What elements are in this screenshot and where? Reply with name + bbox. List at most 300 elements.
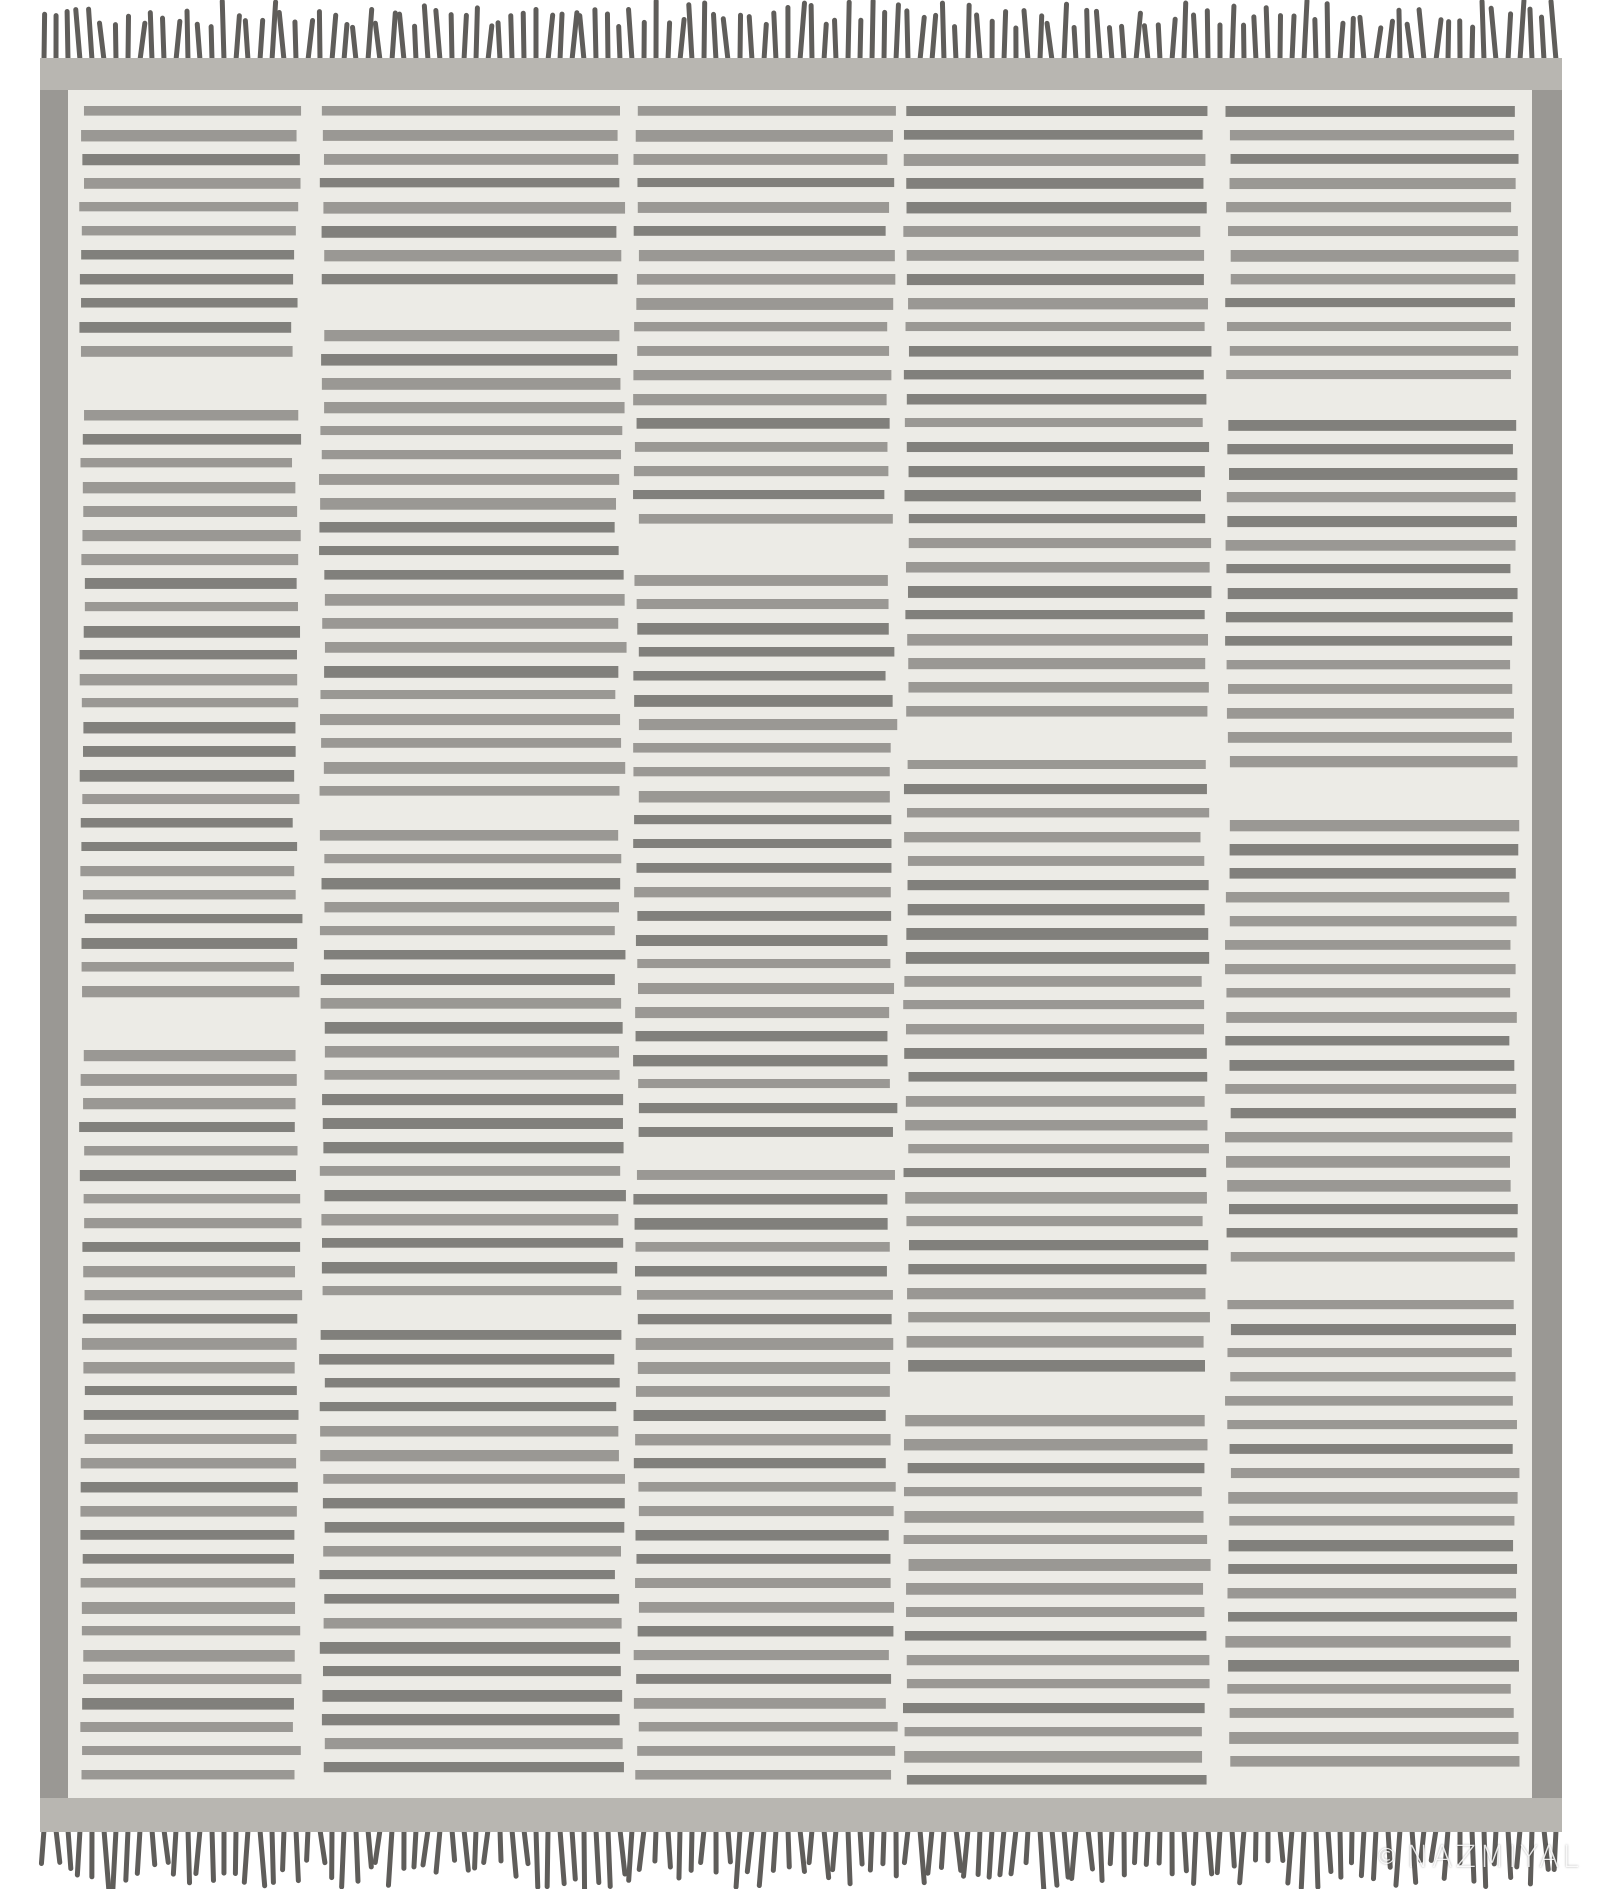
stripe-bar: [323, 202, 625, 214]
stripe-bar: [82, 1338, 297, 1350]
stripe-bar: [636, 1386, 890, 1397]
stripe-bar: [639, 647, 895, 657]
stripe-bar: [637, 274, 895, 285]
stripe-bar: [1230, 868, 1516, 879]
fringe-strand: [1352, 18, 1353, 60]
fringe-strand: [942, 3, 944, 60]
stripe-bar: [80, 458, 292, 467]
stripe-bar: [81, 842, 297, 851]
fringe-strand: [476, 8, 477, 60]
fringe-strand: [523, 13, 524, 60]
fringe-strand: [1040, 1830, 1044, 1889]
stripe-bar: [1226, 1156, 1510, 1168]
fringe-strand: [436, 11, 440, 60]
fringe-strand: [928, 1830, 932, 1873]
stripe-bar: [324, 1594, 619, 1604]
stripe-bar: [908, 1264, 1206, 1274]
stripe-bar: [1230, 1708, 1514, 1718]
stripe-bar: [909, 514, 1205, 523]
fringe-strand: [811, 6, 812, 60]
stripe-bar: [320, 1426, 618, 1437]
stripe-bar: [83, 1650, 294, 1662]
fringe-strand: [1491, 8, 1496, 60]
fringe-strand: [356, 1830, 358, 1881]
stripe-bar: [322, 450, 621, 459]
stripe-bar: [638, 1626, 894, 1636]
fringe-strand: [176, 21, 180, 60]
stripe-bar: [322, 1714, 620, 1725]
stripe-bar: [905, 1415, 1204, 1426]
fringe-strand: [41, 1830, 44, 1863]
stripe-bar: [634, 695, 892, 707]
fringe-strand: [400, 14, 404, 60]
stripe-bar: [1226, 892, 1509, 902]
stripe-bar: [1230, 346, 1518, 356]
fringe-strand: [512, 1830, 516, 1876]
fringe-strand: [1436, 20, 1441, 60]
stripe-bar: [908, 1463, 1205, 1473]
stripe-bar: [638, 1362, 890, 1374]
fringe-strand: [1026, 1830, 1028, 1863]
stripe-bar: [907, 250, 1204, 261]
fringe-strand: [723, 19, 728, 60]
stripe-bar: [634, 466, 888, 476]
stripe-bar: [907, 1288, 1205, 1299]
left-side-border: [40, 90, 68, 1798]
fringe-strand: [260, 1830, 265, 1886]
fringe-strand: [67, 11, 68, 60]
fringe-strand: [964, 1830, 968, 1876]
stripe-bar: [1227, 444, 1513, 454]
stripe-bar: [82, 1746, 301, 1755]
stripe-bar: [324, 154, 618, 165]
fringe-strand: [137, 1830, 140, 1873]
fringe-strand: [1304, 1, 1307, 60]
fringe-strand: [113, 1830, 116, 1889]
stripe-bar: [325, 594, 625, 606]
fringe-strand: [414, 1830, 416, 1867]
stripe-bar: [637, 599, 889, 609]
fringe-strand: [307, 1830, 308, 1860]
top-kilim-band: [40, 58, 1562, 90]
stripe-bar: [1226, 988, 1510, 997]
fringe-strand: [1064, 4, 1067, 60]
stripe-bar: [633, 1194, 887, 1205]
stripe-bar: [1231, 1468, 1520, 1478]
stripe-bar: [908, 760, 1206, 769]
fringe-strand: [173, 1830, 176, 1874]
stripe-bar: [84, 1050, 296, 1061]
stripe-bar: [1227, 492, 1516, 502]
fringe-strand: [392, 13, 395, 60]
fringe-strand: [596, 1830, 599, 1883]
fringe-strand: [1327, 4, 1328, 60]
stripe-bar: [638, 202, 889, 213]
fringe-strand: [907, 11, 908, 60]
stripe-bar: [639, 1602, 894, 1613]
fringe-strand: [1280, 1830, 1283, 1861]
stripe-bar: [636, 863, 891, 873]
stripe-bar: [1231, 1252, 1515, 1262]
stripe-bar: [320, 178, 620, 187]
stripe-bar: [638, 106, 896, 116]
stripe-bar: [906, 322, 1205, 331]
stripe-bar: [1229, 468, 1517, 480]
stripe-bar: [1231, 274, 1516, 284]
fringe-strand: [896, 5, 898, 60]
fringe-strand: [1340, 23, 1343, 60]
stripe-bar: [83, 890, 296, 899]
fringe-strand: [1351, 1830, 1352, 1863]
stripe-bar: [636, 298, 893, 310]
stripe-bar: [1226, 370, 1511, 379]
stripe-bar: [906, 1096, 1205, 1107]
fringe-strand: [848, 1830, 850, 1884]
fringe-strand: [245, 21, 248, 60]
stripe-bar: [322, 878, 621, 889]
fringe-strand: [560, 1830, 564, 1884]
stripe-bar: [1225, 1396, 1513, 1406]
stripe-bar: [1225, 1132, 1512, 1142]
stripe-bar: [637, 1290, 893, 1300]
fringe-strand: [500, 1830, 501, 1861]
stripe-bar: [79, 202, 298, 211]
fringe-strand: [295, 22, 296, 60]
fringe-strand: [1172, 19, 1175, 60]
stripe-bar: [85, 602, 298, 611]
stripe-bar: [636, 935, 888, 946]
stripe-bar: [321, 738, 621, 748]
fringe-strand: [260, 20, 263, 60]
stripe-bar: [637, 959, 890, 968]
fringe-strand: [547, 1830, 548, 1887]
stripe-bar: [79, 1122, 295, 1132]
stripe-bar: [80, 650, 297, 659]
stripe-bar: [636, 1674, 891, 1684]
fringe-strand: [353, 27, 356, 60]
stripe-bar: [907, 634, 1208, 646]
fringe-strand: [524, 1830, 528, 1864]
fringe-strand: [824, 24, 826, 60]
fringe-strand: [1074, 27, 1076, 60]
stripe-bar: [637, 911, 891, 921]
fringe-strand: [800, 3, 804, 60]
fringe-strand: [319, 12, 320, 60]
stripe-bar: [904, 832, 1200, 842]
stripe-bar: [1227, 1420, 1517, 1429]
stripe-bar: [1230, 178, 1516, 189]
fringe-strand: [920, 17, 924, 60]
fringe-strand: [1232, 1830, 1234, 1866]
stripe-bar: [634, 1458, 886, 1468]
stripe-bar: [1225, 1636, 1510, 1648]
stripe-bar: [633, 394, 886, 405]
stripe-bar: [1225, 940, 1510, 950]
stripe-bar: [634, 887, 891, 897]
stripe-bar: [85, 1290, 303, 1300]
fringe-strand: [388, 1830, 392, 1885]
stripe-bar: [83, 1674, 301, 1684]
stripe-bar: [80, 866, 294, 876]
fringe-strand: [629, 10, 632, 60]
stripe-bar: [321, 1214, 618, 1225]
fringe-strand: [872, 1, 873, 60]
stripe-bar: [904, 1168, 1207, 1177]
fringe-strand: [375, 1830, 380, 1862]
stripe-bar: [321, 974, 615, 985]
fringe-strand: [560, 14, 562, 60]
stripe-bar: [321, 354, 617, 366]
stripe-bar: [1226, 540, 1516, 551]
stripe-bar: [84, 1410, 299, 1420]
fringe-strand: [1158, 25, 1160, 60]
fringe-strand: [1040, 16, 1042, 60]
fringe-strand: [989, 1830, 992, 1877]
fringe-strand: [639, 1830, 644, 1869]
stripe-bar: [319, 522, 614, 533]
fringe-strand: [197, 24, 200, 60]
stripe-bar: [81, 298, 297, 308]
fringe-strand: [584, 1830, 585, 1889]
stripe-bar: [637, 623, 888, 635]
fringe-strand: [68, 1830, 71, 1869]
stripe-bar: [637, 418, 890, 429]
stripe-bar: [81, 1482, 298, 1492]
stripe-bar: [82, 1626, 300, 1635]
fringe-strand: [701, 1830, 704, 1863]
fringe-strand: [679, 1830, 680, 1878]
stripe-bar: [639, 514, 893, 524]
stripe-bar: [323, 1546, 621, 1557]
stripe-bar: [320, 714, 620, 725]
stripe-bar: [909, 538, 1211, 548]
fringe-strand: [1122, 26, 1124, 60]
stripe-bar: [324, 902, 619, 912]
stripe-bar: [319, 546, 619, 555]
fringe-strand: [824, 1830, 829, 1878]
fringe-strand: [1328, 1830, 1331, 1872]
stripe-bar: [639, 791, 890, 803]
stripe-bar: [639, 1127, 893, 1137]
stripe-bar: [1225, 298, 1515, 307]
fringe-strand: [475, 1830, 476, 1868]
fringe-strand: [1004, 12, 1006, 60]
fringe-strand: [128, 16, 129, 60]
fringe-strand: [740, 15, 741, 60]
stripe-bar: [80, 1506, 296, 1517]
stripe-bar: [638, 1079, 890, 1088]
stripe-bar: [82, 226, 296, 235]
fringe-strand: [236, 16, 239, 60]
stripe-bar: [324, 570, 623, 580]
fringe-strand: [1194, 1830, 1196, 1883]
fringe-strand: [1508, 14, 1511, 60]
stripe-bar: [80, 770, 294, 782]
stripe-bar: [907, 1679, 1210, 1688]
fringe-strand: [1144, 26, 1148, 60]
stripe-bar: [637, 178, 894, 187]
stripe-bar: [81, 1578, 296, 1588]
fringe-strand: [668, 23, 670, 60]
bottom-fringe: [41, 1830, 1556, 1889]
fringe-strand: [728, 1830, 730, 1862]
stripe-bar: [1228, 226, 1518, 236]
fringe-strand: [126, 1830, 128, 1880]
fringe-strand: [163, 18, 164, 60]
fringe-strand: [764, 24, 766, 60]
stripe-bar: [325, 1738, 623, 1749]
stripe-bar: [633, 490, 884, 499]
fringe-strand: [932, 15, 936, 60]
stripe-bar: [1226, 564, 1510, 573]
stripe-bar: [904, 976, 1201, 987]
stripe-bar: [322, 274, 618, 284]
fringe-strand: [187, 11, 188, 60]
right-side-border: [1532, 90, 1562, 1798]
fringe-strand: [511, 16, 512, 60]
stripe-bar: [1229, 1540, 1513, 1551]
fringe-strand: [188, 1830, 190, 1883]
stripe-bar: [323, 130, 618, 141]
stripe-bar: [323, 1286, 622, 1295]
stripe-bar: [1227, 708, 1514, 719]
fringe-strand: [342, 1830, 344, 1887]
stripe-bar: [83, 482, 296, 493]
stripe-bar: [634, 1650, 889, 1660]
fringe-strand: [629, 1830, 632, 1880]
stripe-bar: [321, 1330, 622, 1340]
fringe-strand: [100, 23, 104, 60]
stripe-bar: [82, 1698, 294, 1710]
fringe-strand: [424, 6, 428, 60]
stripe-bar: [634, 226, 886, 236]
fringe-strand: [1340, 1830, 1341, 1877]
stripe-bar: [324, 762, 625, 774]
fringe-strand: [344, 24, 347, 60]
fringe-strand: [415, 26, 416, 60]
watermark: [1376, 1840, 1582, 1875]
stripe-bar: [81, 1074, 297, 1086]
stripe-bar: [1230, 1444, 1513, 1454]
stripe-bar: [1228, 1660, 1519, 1672]
fringe-strand: [572, 1830, 575, 1879]
stripe-bar: [322, 1238, 623, 1248]
stripe-bar: [637, 1746, 895, 1756]
stripe-bar: [323, 1118, 623, 1129]
fringe-strand: [1136, 13, 1140, 60]
stripe-bar: [83, 1266, 295, 1277]
fringe-strand: [1096, 11, 1100, 60]
fringe-strand: [44, 14, 45, 60]
fringe-strand: [1088, 1830, 1092, 1869]
fringe-strand: [1135, 1830, 1136, 1863]
stripe-bar: [908, 880, 1209, 890]
stripe-bar: [636, 130, 893, 142]
stripe-bar: [324, 950, 626, 959]
fringe-strand: [835, 20, 836, 60]
stripe-bar: [1231, 1108, 1516, 1118]
fringe-strand: [941, 1830, 944, 1867]
fringe-strand: [1361, 1830, 1364, 1876]
fringe-strand: [608, 1830, 610, 1886]
stripe-bar: [83, 434, 301, 445]
stripe-bar: [907, 808, 1209, 817]
fringe-strand: [140, 23, 145, 60]
fringe-strand: [1551, 1, 1556, 60]
fringe-strand: [595, 10, 596, 60]
stripe-bar: [906, 706, 1207, 717]
fringe-strand: [904, 1830, 908, 1863]
stripe-bar: [83, 1098, 295, 1109]
stripe-bar: [324, 402, 624, 413]
stripe-bar: [904, 1535, 1207, 1544]
stripe-bar: [636, 1530, 889, 1541]
fringe-strand: [1240, 1830, 1244, 1883]
stripe-bar: [81, 1458, 296, 1468]
stripe-bar: [635, 1434, 890, 1445]
fringe-strand: [244, 1830, 248, 1882]
stripe-bar: [82, 698, 298, 707]
stripe-bar: [1229, 1516, 1514, 1526]
stripe-bar: [906, 952, 1209, 964]
stripe-bar: [325, 642, 627, 653]
fringe-strand: [436, 1830, 440, 1872]
stripe-bar: [909, 346, 1211, 357]
fringe-strand: [1110, 1830, 1112, 1864]
stripe-bar: [82, 1602, 295, 1614]
fringe-strand: [320, 1830, 325, 1863]
fringe-strand: [1315, 20, 1316, 60]
stripe-bar: [82, 154, 299, 165]
stripe-bar: [80, 674, 297, 685]
stripe-bar: [905, 610, 1204, 619]
fringe-strand: [680, 19, 684, 60]
stripe-bar: [1227, 1684, 1510, 1694]
fringe-strand: [691, 1830, 692, 1870]
stripe-bar: [83, 722, 295, 733]
stripe-bar: [1226, 1012, 1517, 1023]
stripe-bar: [319, 1354, 614, 1365]
stripe-bar: [908, 298, 1208, 309]
stripe-bar: [325, 1378, 620, 1387]
stripe-bar: [1227, 322, 1511, 331]
stripe-bar: [84, 626, 300, 638]
fringe-strand: [484, 1830, 488, 1862]
stripe-bar: [322, 226, 617, 238]
stripe-bar: [639, 1722, 898, 1731]
stripe-bar: [1227, 516, 1517, 527]
fringe-strand: [1316, 1830, 1318, 1887]
stripe-bar: [84, 178, 300, 189]
fringe-strand: [115, 25, 116, 60]
copyright-symbol: ©: [1375, 1845, 1401, 1870]
fringe-strand: [774, 13, 776, 60]
stripe-bar: [637, 346, 889, 356]
stripe-bar: [1226, 106, 1515, 117]
stripe-bar: [907, 1336, 1204, 1348]
fringe-strand: [1011, 1830, 1016, 1874]
fringe-strand: [77, 1830, 80, 1875]
stripe-bar: [907, 1775, 1207, 1785]
fringe-strand: [1100, 1830, 1102, 1880]
stripe-bar: [639, 1506, 894, 1516]
fringe-strand: [212, 1830, 213, 1880]
stripe-bar: [320, 1166, 620, 1176]
fringe-strand: [1184, 1830, 1186, 1871]
stripe-bar: [1228, 588, 1518, 599]
fringe-strand: [375, 23, 380, 60]
stripe-bar: [323, 1474, 625, 1484]
